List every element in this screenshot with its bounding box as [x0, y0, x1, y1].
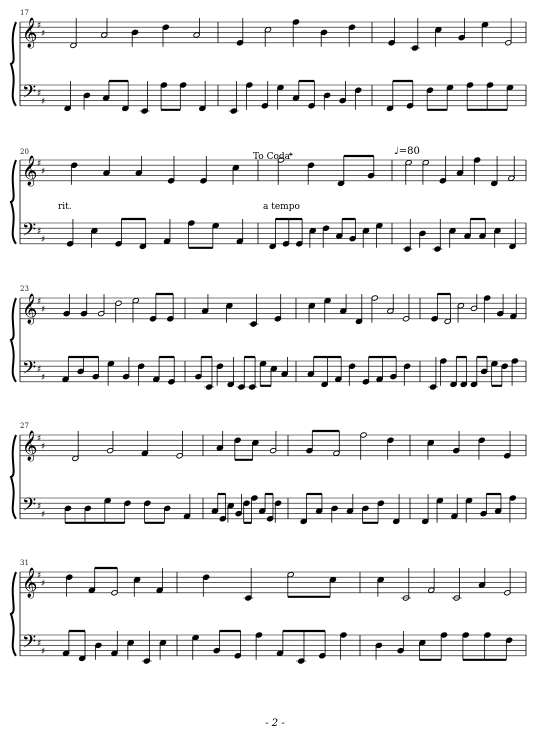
key-sharp: ♯	[41, 647, 46, 657]
key-sharp: ♯	[41, 167, 46, 177]
treble-clef: 𝄞	[22, 431, 38, 461]
bass-clef: 𝄢	[22, 495, 37, 520]
system-brace	[11, 160, 16, 244]
key-sharp: ♯	[41, 235, 46, 245]
key-sharp: ♯	[41, 29, 46, 39]
treble-clef: 𝄞	[22, 568, 38, 598]
key-sharp: ♯	[41, 579, 46, 589]
page-number: - 2 -	[265, 718, 285, 729]
key-sharp: ♯	[37, 571, 42, 581]
measure-number-20: 20	[20, 148, 29, 156]
key-sharp: ♯	[41, 510, 46, 520]
key-sharp: ♯	[41, 97, 46, 107]
rit-text: rit.	[58, 202, 72, 212]
key-sharp: ♯	[37, 227, 42, 237]
bass-clef: 𝄢	[22, 220, 37, 245]
to-coda-text: To Coda	[253, 152, 291, 162]
treble-clef: 𝄞	[22, 294, 38, 324]
measure-number-31: 31	[20, 559, 29, 567]
bass-clef: 𝄢	[22, 82, 37, 107]
key-sharp: ♯	[37, 21, 42, 31]
key-sharp: ♯	[37, 434, 42, 444]
key-sharp: ♯	[37, 639, 42, 649]
system-brace	[11, 435, 16, 519]
key-sharp: ♯	[37, 297, 42, 307]
key-sharp: ♯	[37, 502, 42, 512]
treble-clef: 𝄞	[22, 18, 38, 48]
key-sharp: ♯	[41, 442, 46, 452]
coda-sign: 𝄌	[289, 150, 293, 163]
system-brace	[11, 22, 16, 106]
bass-clef: 𝄢	[22, 632, 37, 657]
system-brace	[11, 298, 16, 382]
key-sharp: ♯	[37, 365, 42, 375]
key-sharp: ♯	[41, 373, 46, 383]
treble-clef: 𝄞	[22, 156, 38, 186]
measure-number-27: 27	[20, 422, 29, 430]
key-sharp: ♯	[41, 305, 46, 315]
measure-number-17: 17	[20, 9, 29, 17]
a-tempo-text: a tempo	[263, 202, 300, 212]
bass-clef: 𝄢	[22, 358, 37, 383]
measure-number-23: 23	[20, 285, 29, 293]
key-sharp: ♯	[37, 89, 42, 99]
key-sharp: ♯	[37, 159, 42, 169]
system-brace	[11, 572, 16, 656]
tempo-mark: ♩=80	[394, 146, 420, 157]
